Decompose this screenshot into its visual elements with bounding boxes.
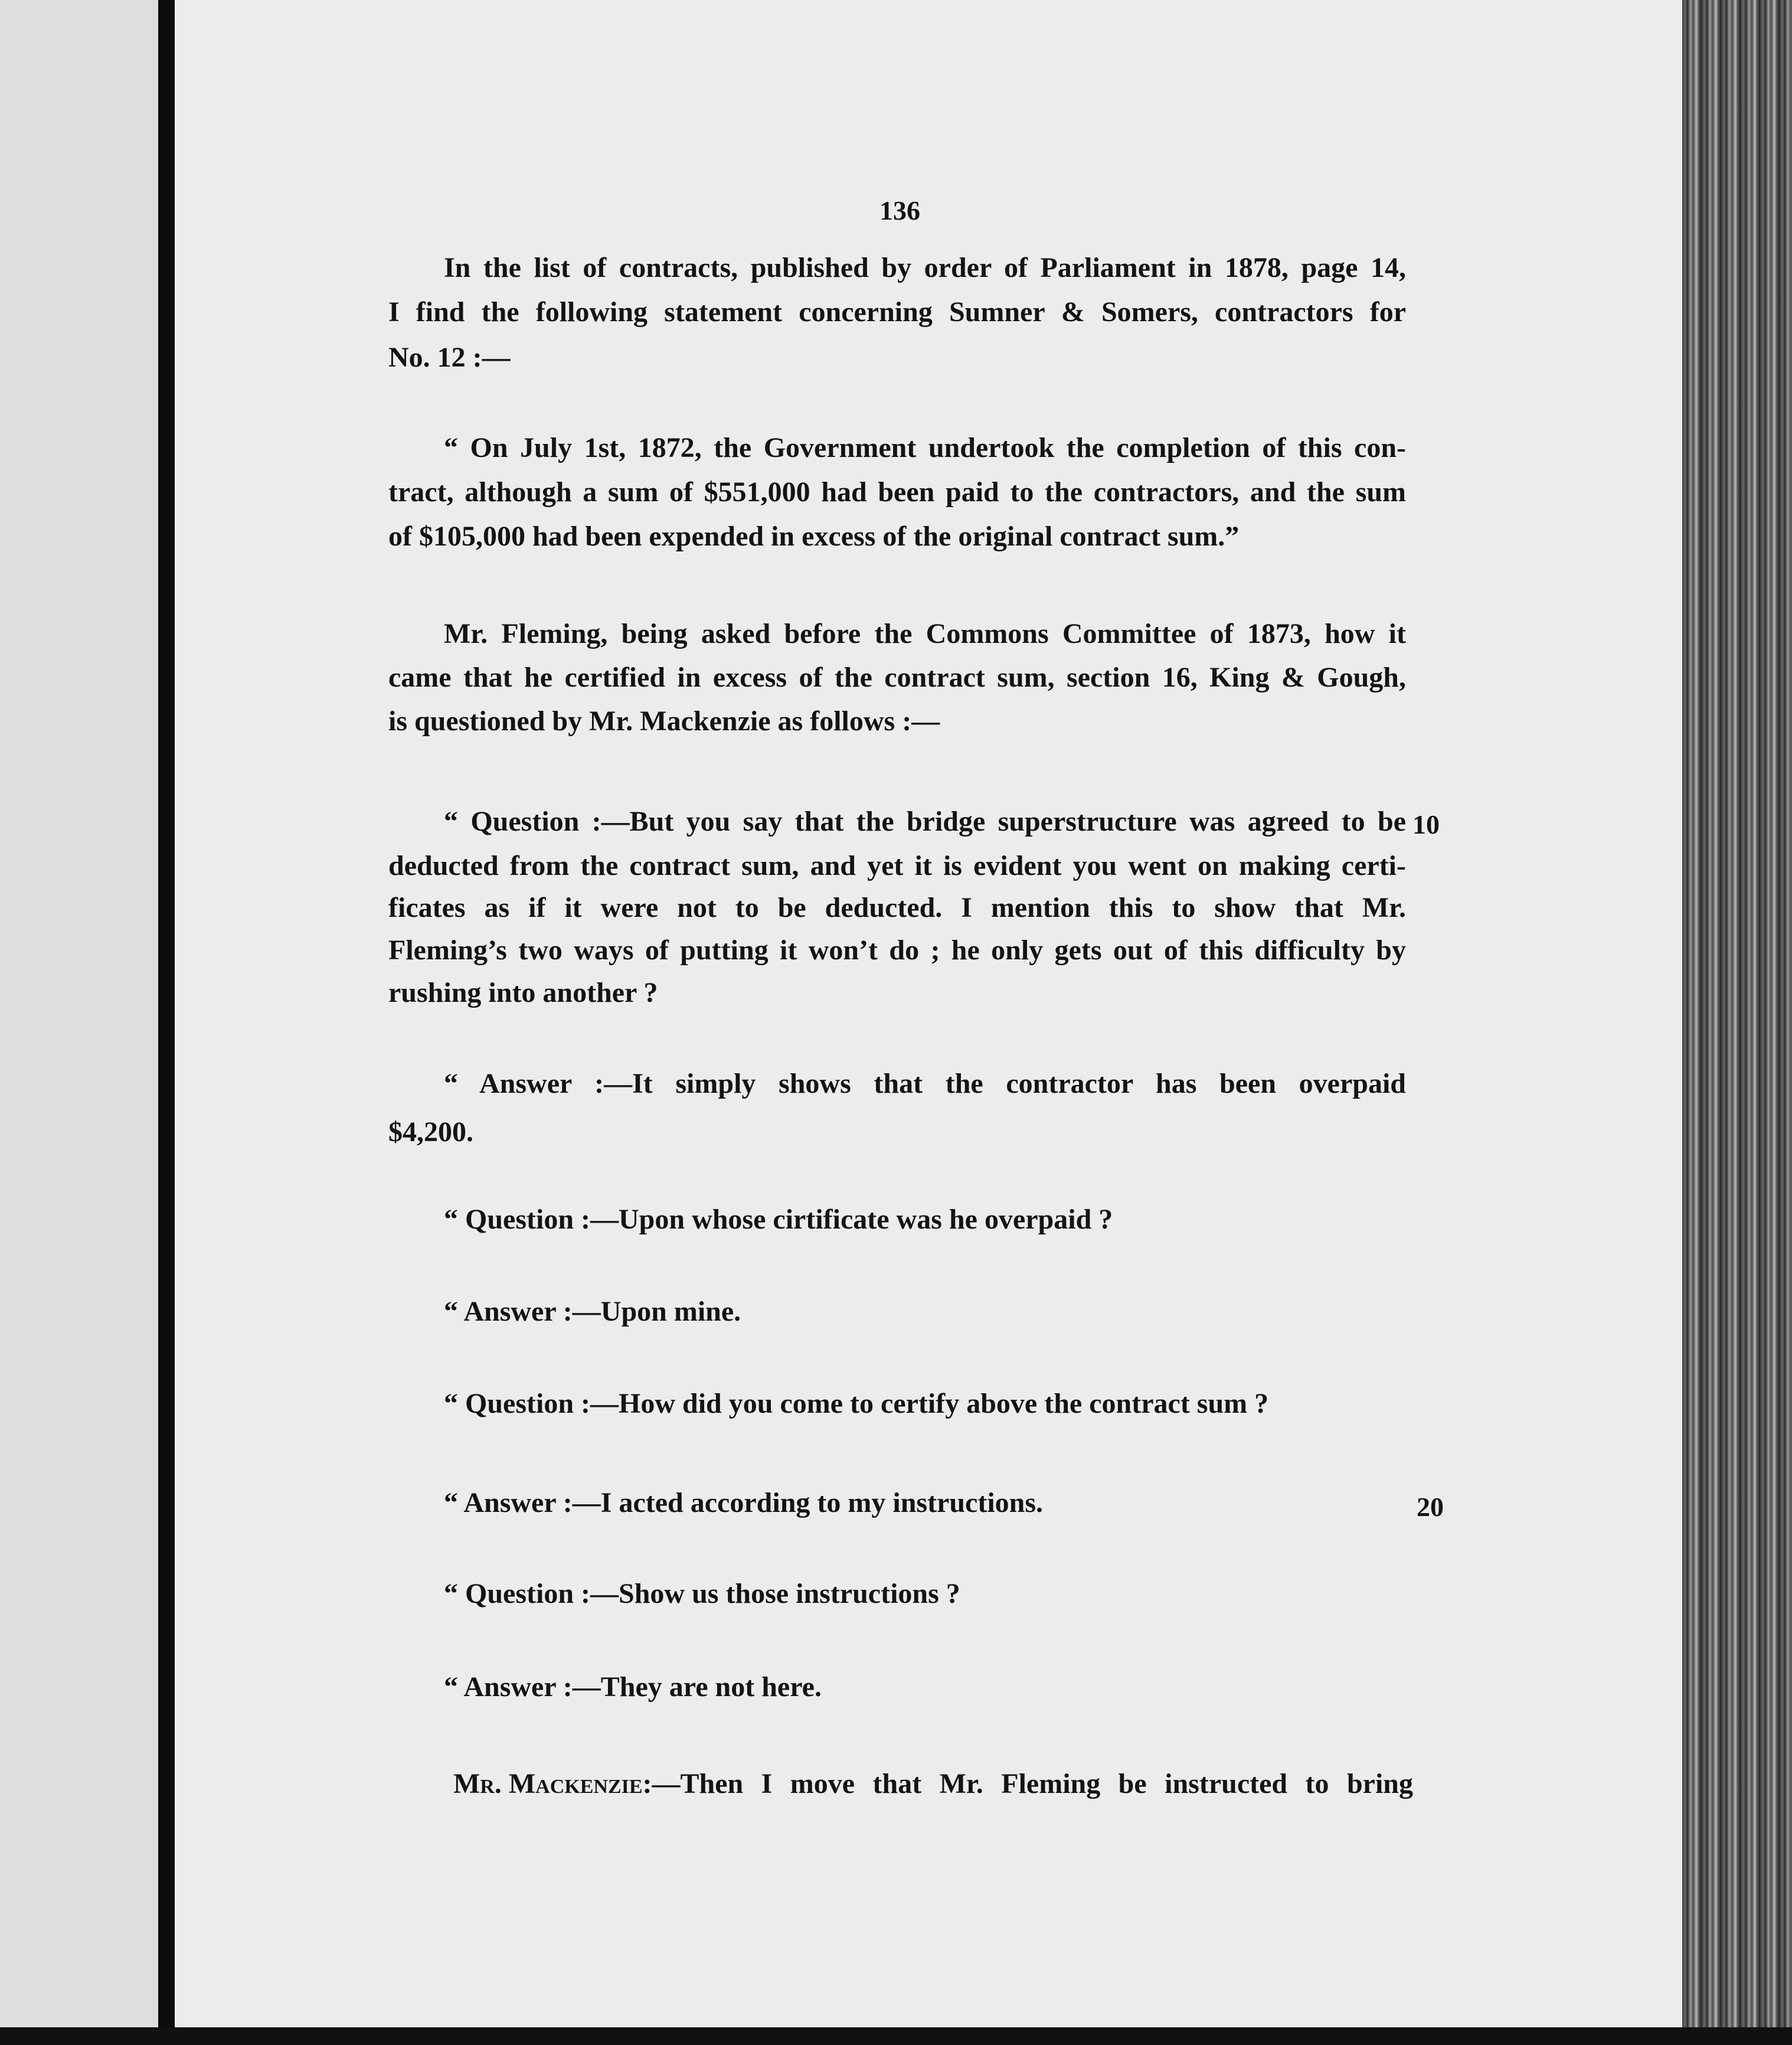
- text-line: rushing into another ?: [388, 977, 658, 1008]
- scan-left-gutter: [0, 0, 158, 2045]
- text-line: “ Answer :—It simply shows that the contractor has been overpaid: [444, 1068, 1406, 1099]
- text-line: tract, although a sum of $551,000 had been paid to the contractors, and the sum: [388, 476, 1406, 508]
- scan-right-edge: [1682, 0, 1792, 2045]
- text-line: In the list of contracts, published by order of Parliament in 1878, page 14,: [444, 252, 1406, 283]
- text-line: “ On July 1st, 1872, the Government undertook the completion of this con-: [444, 432, 1406, 463]
- text-line: Fleming’s two ways of putting it won’t do ; he only gets out of this difficulty by: [388, 935, 1406, 966]
- line-number: 10: [1412, 809, 1440, 839]
- text-line: $4,200.: [388, 1116, 473, 1148]
- text-line: “ Question :—But you say that the bridge superstructure was agreed to be: [444, 806, 1406, 837]
- scan-binding-edge: [158, 0, 175, 2045]
- text-line: “ Question :—Upon whose cirtificate was he overpaid ?: [444, 1204, 1113, 1235]
- text-line: is questioned by Mr. Mackenzie as follows :—: [388, 705, 940, 737]
- text-line: ficates as if it were not to be deducted. I mention this to show that Mr.: [388, 892, 1406, 923]
- text-line: [453, 1770, 1413, 1798]
- text-line: deducted from the contract sum, and yet it is evident you went on making certi-: [388, 850, 1406, 881]
- text-line: “ Answer :—They are not here.: [444, 1671, 822, 1703]
- text-line: came that he certified in excess of the contract sum, section 16, King & Gough,: [388, 662, 1406, 693]
- text-line: “ Question :—Show us those instructions ?: [444, 1578, 960, 1609]
- speaker-text: :—Then I move that Mr. Fleming be instructed to bring: [642, 1768, 1413, 1799]
- text-line: of $105,000 had been expended in excess of the original contract sum.”: [388, 521, 1240, 552]
- scan-bottom-edge: [0, 2027, 1792, 2045]
- speaker-name: Mr. Mackenzie: [453, 1768, 643, 1799]
- line-number: 20: [1417, 1492, 1444, 1522]
- text-line: I find the following statement concerning Sumner & Somers, contractors for: [388, 296, 1406, 328]
- text-line: Mr. Fleming, being asked before the Commons Committee of 1873, how it: [444, 618, 1406, 649]
- text-line: “ Answer :—Upon mine.: [444, 1296, 741, 1327]
- text-line: “ Answer :—I acted according to my instructions.: [444, 1487, 1044, 1518]
- page-number: 136: [879, 195, 920, 226]
- text-line: “ Question :—How did you come to certify above the contract sum ?: [444, 1388, 1269, 1419]
- text-line: No. 12 :—: [388, 342, 511, 373]
